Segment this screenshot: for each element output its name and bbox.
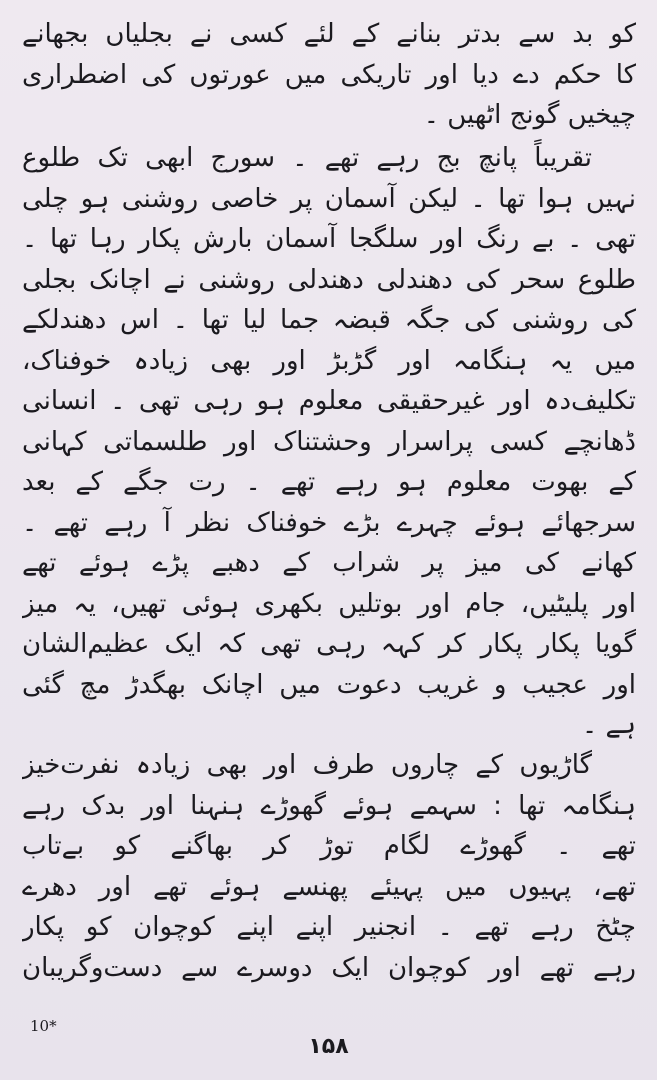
- text-line: تھی ۔ بے رنگ اور سلگجا آسمان بارش پکار رہا تھا ۔: [22, 224, 636, 254]
- footnote-mark: 10*: [30, 1017, 57, 1035]
- text-line: چٹخ رہے تھے ۔ انجنیر اپنے اپنے کوچوان کو پکار: [22, 912, 636, 942]
- paragraph-1: [22, 14, 636, 136]
- page-number: ۱۵۸: [308, 1034, 349, 1059]
- text-line: چیخیں گونج اٹھیں ۔: [423, 100, 636, 130]
- text-line: اور عجیب و غریب دعوت میں اچانک بھگدڑ مچ گئی: [22, 669, 636, 700]
- text-line: تھے، پہیوں میں پہیئے پھنسے ہوئے تھے اور دھرے: [22, 871, 636, 902]
- text-line: رہے تھے اور کوچوان ایک دوسرے سے دست‌وگریبان: [22, 952, 636, 983]
- text-line: ڈھانچے کسی پراسرار وحشتناک اور طلسماتی کہانی: [22, 426, 636, 457]
- text-line: ہنگامہ تھا : سہمے ہوئے گھوڑے ہنہنا اور بدک رہے: [22, 790, 636, 821]
- text-line: سرجھائے ہوئے چہرے بڑے خوفناک نظر آ رہے تھے ۔: [22, 507, 636, 538]
- text-line: میں یہ ہنگامہ اور گڑبڑ اور بھی زیادہ خوفناک،: [22, 345, 636, 376]
- text-line: ہے ۔: [582, 710, 636, 740]
- text-line: کو بد سے بدتر بنانے کے لئے کسی نے بجلیاں بجھانے: [22, 19, 636, 49]
- text-line: طلوع سحر کی دھندلی دھندلی روشنی نے اچانک بجلی: [22, 264, 636, 295]
- text-line: کا حکم دے دیا اور تاریکی میں عورتوں کی اضطراری: [22, 59, 636, 90]
- paragraph-3: [22, 745, 636, 988]
- text-line: کی روشنی کی جگہ قبضہ جما لیا تھا ۔ اس دھندلکے: [22, 305, 636, 335]
- paragraph-2: [22, 138, 636, 746]
- text-line: گویا پکار پکار کر کہہ رہی تھی کہ ایک عظیم‌الشان: [22, 629, 636, 659]
- text-line: تھے ۔ گھوڑے لگام توڑ کر بھاگنے کو بے‌تاب: [22, 831, 636, 861]
- text-line: تکلیف‌دہ اور غیرحقیقی معلوم ہو رہی تھی ۔ انسانی: [22, 386, 636, 416]
- text-line: کھانے کی میز پر شراب کے دھبے پڑے ہوئے تھے: [22, 548, 636, 578]
- text-line: گاڑیوں کے چاروں طرف اور بھی زیادہ نفرت‌خیز: [22, 750, 592, 780]
- text-line: کے بھوت معلوم ہو رہے تھے ۔ رت جگے کے بعد: [22, 467, 636, 497]
- text-line: تقریباً پانچ بج رہے تھے ۔ سورج ابھی تک طلوع: [22, 143, 592, 173]
- text-line: اور پلیٹیں، جام اور بوتلیں بکھری ہوئی تھیں، یہ میز: [22, 588, 636, 619]
- text-line: نہیں ہوا تھا ۔ لیکن آسمان پر خاصی روشنی ہو چلی: [22, 183, 636, 214]
